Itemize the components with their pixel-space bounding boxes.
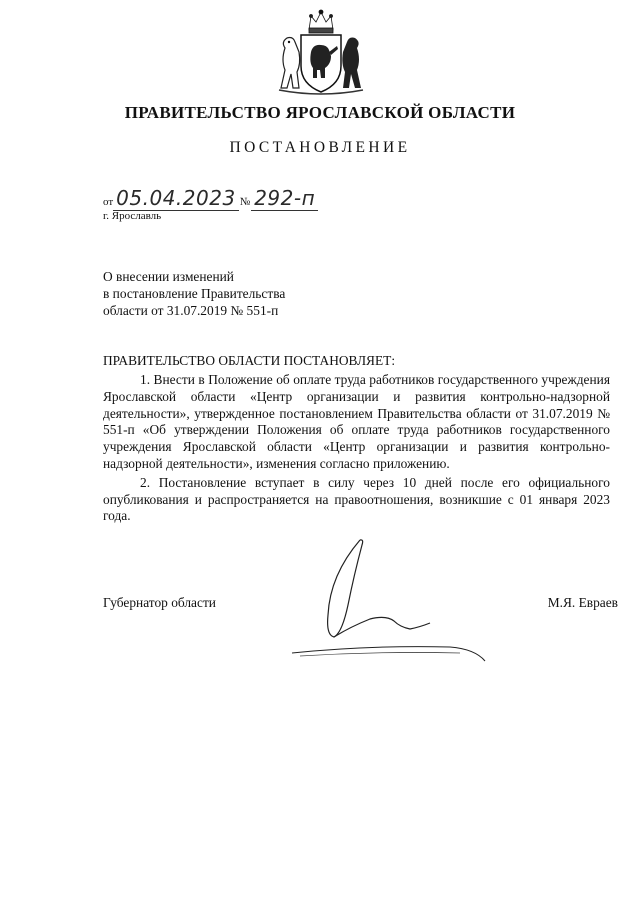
document-subject (103, 268, 285, 319)
subject-line: в постановление Правительства (103, 286, 286, 301)
resolution-item: 2. Постановление вступает в силу через 10 дней после его официального опубликования и распространяется на правоотношения, возникшие с 01 января 2023 года. (103, 474, 610, 524)
document-type: ПОСТАНОВЛЕНИЕ (229, 139, 411, 156)
signer-title: Губернатор области (103, 595, 216, 610)
handwritten-date: 05.04.2023 (113, 186, 239, 211)
subject-line: области от 31.07.2019 № 551-п (103, 303, 279, 318)
handwritten-number: 292-п (251, 186, 318, 211)
number-sign: № (239, 196, 251, 208)
subject-line: О внесении изменений (103, 269, 234, 284)
resolution-item: 1. Внести в Положение об оплате труда работников государственного учреждения Ярославской области «Центр организации и развития контрольно-надзорной деятельности», утвержденное постановлением Правительства области от 31.07.2019 № 551-п «Об утверждении Положения об оплате труда работников государственного учреждения Ярославской области «Центр организации и развития контрольно-надзорной деятельности», изменения согласно приложению. (103, 372, 610, 471)
resolution-body (103, 372, 610, 525)
organization-title: ПРАВИТЕЛЬСТВО ЯРОСЛАВСКОЙ ОБЛАСТИ (124, 103, 516, 122)
signer-name: М.Я. Евраев (547, 595, 618, 610)
resolution-heading: ПРАВИТЕЛЬСТВО ОБЛАСТИ ПОСТАНОВЛЯЕТ: (103, 353, 396, 368)
coat-of-arms-emblem (275, 8, 367, 96)
city: г. Ярославль (103, 210, 162, 222)
handwritten-signature (290, 535, 490, 665)
date-prefix: от (103, 196, 114, 208)
date-number-line (103, 186, 318, 210)
